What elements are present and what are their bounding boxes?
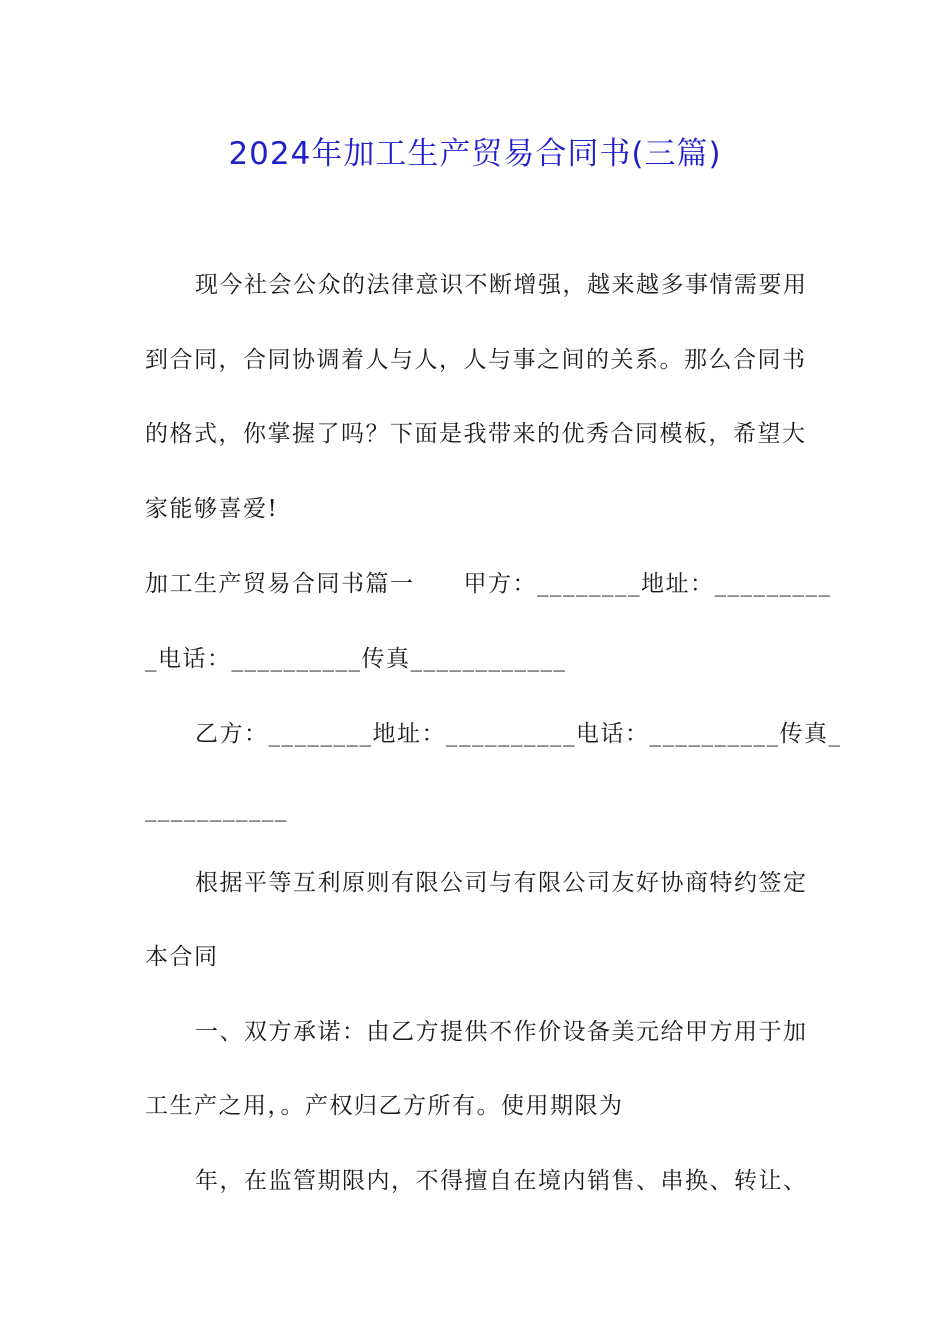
body-line-2: 到合同，合同协调着人与人，人与事之间的关系。那么合同书 — [145, 347, 807, 373]
body-line-1: 现今社会公众的法律意识不断增强，越来越多事情需要用 — [195, 272, 808, 298]
body-line-6: _电话：__________传真____________ — [145, 646, 567, 672]
body-line-3: 的格式，你掌握了吗？下面是我带来的优秀合同模板，希望大 — [145, 421, 807, 447]
body-line-11: 一、双方承诺：由乙方提供不作价设备美元给甲方用于加 — [195, 1019, 808, 1045]
body-line-12: 工生产之用，。产权归乙方所有。使用期限为 — [145, 1093, 624, 1119]
body-line-4: 家能够喜爱! — [145, 496, 279, 522]
body-line-13: 年，在监管期限内，不得擅自在境内销售、串换、转让、 — [195, 1168, 808, 1194]
body-line-5: 加工生产贸易合同书篇一 甲方：________地址：_________ — [145, 571, 832, 597]
body-line-10: 本合同 — [145, 944, 219, 970]
body-line-7: 乙方：________地址：__________电话：__________传真_ — [195, 721, 842, 747]
body-line-9: 根据平等互利原则有限公司与有限公司友好协商特约签定 — [195, 870, 808, 896]
document-title: 2024年加工生产贸易合同书(三篇) — [228, 136, 722, 172]
body-line-8: ___________ — [145, 796, 288, 822]
